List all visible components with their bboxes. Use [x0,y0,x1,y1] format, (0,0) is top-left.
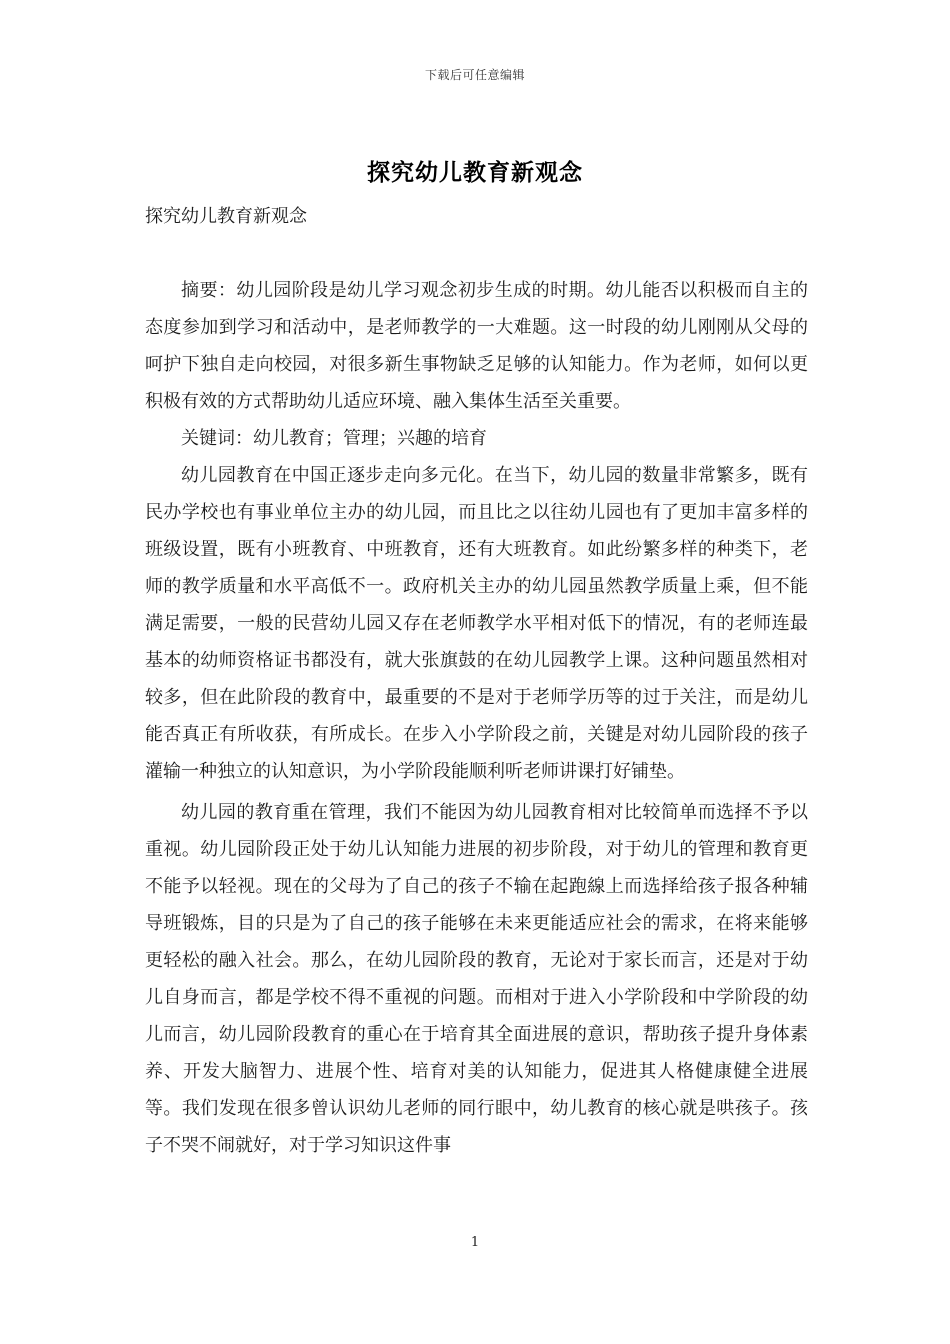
body-paragraph-1: 幼儿园教育在中国正逐步走向多元化。在当下，幼儿园的数量非常繁多，既有民办学校也有事业单位主办的幼儿园，而且比之以往幼儿园也有了更加丰富多样的班级设置，既有小班教育、中班教育，还有大班教育。如此纷繁多样的种类下，老师的教学质量和水平高低不一。政府机关主办的幼儿园虽然教学质量上乘，但不能满足需要，一般的民营幼儿园又存在老师教学水平相对低下的情况，有的老师连最基本的幼师资格证书都没有，就大张旗鼓的在幼儿园教学上课。这种问题虽然相对较多，但在此阶段的教育中，最重要的不是对于老师学历等的过于关注，而是幼儿能否真正有所收获，有所成长。在步入小学阶段之前，关键是对幼儿园阶段的孩子灌输一种独立的认知意识，为小学阶段能顺利听老师讲课打好铺垫。 [145,465,808,782]
page-number: 1 [470,1235,480,1250]
abstract-paragraph: 摘要：幼儿园阶段是幼儿学习观念初步生成的时期。幼儿能否以积极而自主的态度参加到学习和活动中，是老师教学的一大难题。这一时段的幼儿刚刚从父母的呵护下独自走向校园，对很多新生事物缺乏足够的认知能力。作为老师，如何以更积极有效的方式帮助幼儿适应环境、融入集体生活至关重要。 [145,280,808,412]
blank-line [145,235,808,272]
page-title: 探究幼儿教育新观念 [367,159,583,186]
keywords-line: 关键词：幼儿教育；管理；兴趣的培育 [181,428,487,449]
document-body [145,198,808,1164]
subtitle: 探究幼儿教育新观念 [145,206,307,227]
header-note: 下载后可任意编辑 [424,68,525,82]
body-paragraph-2: 幼儿园的教育重在管理，我们不能因为幼儿园教育相对比较简单而选择不予以重视。幼儿园阶段正处于幼儿认知能力进展的初步阶段，对于幼儿的管理和教育更不能予以轻视。现在的父母为了自己的孩子不输在起跑線上而选择给孩子报各种辅导班锻炼，目的只是为了自己的孩子能够在未来更能适应社会的需求，在将来能够更轻松的融入社会。那么，在幼儿园阶段的教育，无论对于家长而言，还是对于幼儿自身而言，都是学校不得不重视的问题。而相对于进入小学阶段和中学阶段的幼儿而言，幼儿园阶段教育的重心在于培育其全面进展的意识，帮助孩子提升身体素养、开发大脑智力、进展个性、培育对美的认知能力，促进其人格健康健全进展等。我们发现在很多曾认识幼儿老师的同行眼中，幼儿教育的核心就是哄孩子。孩子不哭不闹就好，对于学习知识这件事 [145,802,808,1156]
